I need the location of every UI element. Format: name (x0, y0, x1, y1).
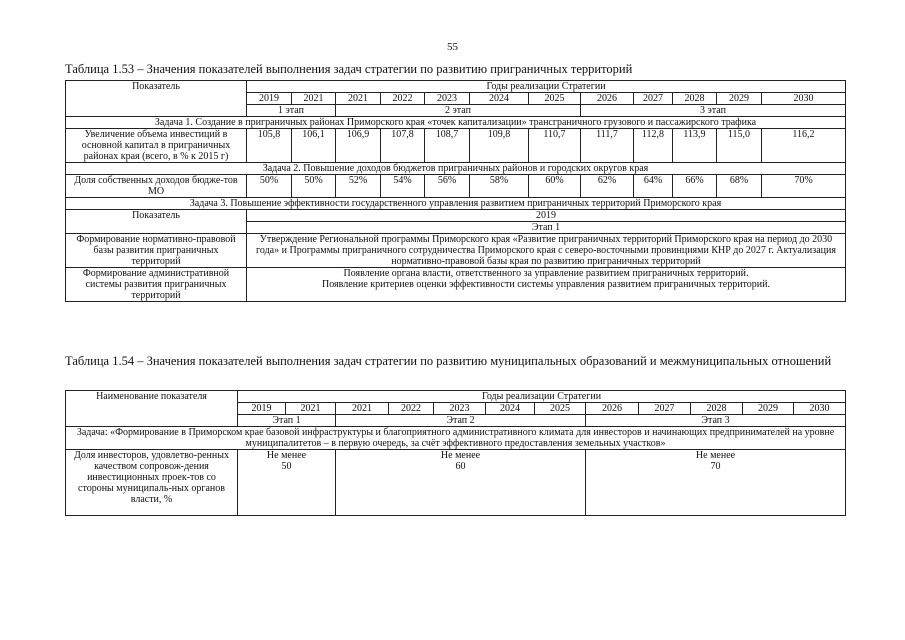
task-row (66, 163, 846, 175)
target-value: 50 (281, 461, 292, 472)
indicator-label: Формирование административной системы развития приграничных территорий (66, 268, 247, 302)
header-row (66, 391, 846, 403)
stage-cell: 1 этап (247, 105, 336, 117)
stage-1-target (238, 450, 336, 516)
year-cell: 2021 (292, 93, 336, 105)
value-cell: 54% (381, 175, 425, 198)
year-cell: 2021 (286, 403, 336, 415)
table-1 (65, 80, 846, 302)
target-text: Не менее (266, 450, 307, 461)
value-cell: 116,2 (762, 129, 846, 163)
page-number: 55 (447, 41, 458, 53)
measures-line: Появление критериев оценки эффективности системы управления развитием приграничных территорий. (322, 279, 770, 290)
sub-stage-cell: Этап 1 (247, 222, 846, 234)
year-cell: 2021 (336, 403, 389, 415)
measures-line: Появление органа власти, ответственного за управление развитием приграничных территорий. (343, 268, 749, 279)
indicator-label: Формирование нормативно-правовой базы развития приграничных территорий (66, 234, 247, 268)
year-cell: 2030 (794, 403, 846, 415)
value-cell: 56% (425, 175, 470, 198)
measures-text: Утверждение Региональной программы Приморского края «Развитие приграничных территорий Приморского края на период до 2030 года» и Программы приграничного сотрудничества Приморского края с северо-восточными провинциями КНР до 2027 г. Актуализация нормативно-правовой базы края по развитию приграничных территорий (247, 234, 846, 268)
year-cell: 2027 (634, 93, 673, 105)
year-cell: 2030 (762, 93, 846, 105)
value-cell: 52% (336, 175, 381, 198)
stage-cell: 2 этап (336, 105, 581, 117)
value-cell: 60% (529, 175, 581, 198)
header-row (66, 81, 846, 93)
value-cell: 112,8 (634, 129, 673, 163)
year-cell: 2028 (691, 403, 743, 415)
indicator-row (66, 175, 846, 198)
table-1-caption: Таблица 1.53 – Значения показателей выполнения задач стратегии по развитию приграничных территорий (65, 62, 633, 76)
value-cell: 68% (717, 175, 762, 198)
year-cell: 2025 (529, 93, 581, 105)
indicator-row (66, 450, 846, 516)
indicator-label: Увеличение объема инвестиций в основной капитал в приграничных районах края (всего, в % к 2015 г) (66, 129, 247, 163)
year-cell: 2026 (586, 403, 639, 415)
value-cell: 107,8 (381, 129, 425, 163)
sub-indicator-header: Показатель (66, 210, 247, 234)
year-cell: 2029 (743, 403, 794, 415)
year-cell: 2029 (717, 93, 762, 105)
target-text: Не менее (440, 450, 481, 461)
stage-cell: Этап 1 (238, 415, 336, 427)
stage-cell: Этап 3 (586, 415, 846, 427)
year-cell: 2025 (535, 403, 586, 415)
value-cell: 50% (292, 175, 336, 198)
task-3-heading: Задача 3. Повышение эффективности государственного управления развитием приграничных территорий Приморского края (66, 198, 846, 210)
year-cell: 2019 (238, 403, 286, 415)
year-cell: 2019 (247, 93, 292, 105)
indicator-row (66, 129, 846, 163)
target-value: 70 (710, 461, 721, 472)
table-2-caption: Таблица 1.54 – Значения показателей выполнения задач стратегии по развитию муниципальных образований и межмуниципальных отношений (65, 354, 832, 368)
value-cell: 115,0 (717, 129, 762, 163)
task-heading: Задача: «Формирование в Приморском крае базовой инфраструктуры и благоприятного административного климата для инвесторов и начинающих предпринимателей на уровне муниципалитетов – в первую очередь, за счёт эффективного предоставления земельных участков» (66, 427, 846, 450)
task-row (66, 427, 846, 450)
header-indicator: Наименование показателя (66, 391, 238, 427)
task-row (66, 198, 846, 210)
value-cell: 106,9 (336, 129, 381, 163)
stage-cell: 3 этап (581, 105, 846, 117)
value-cell: 64% (634, 175, 673, 198)
value-cell: 58% (470, 175, 529, 198)
year-cell: 2021 (336, 93, 381, 105)
value-cell: 70% (762, 175, 846, 198)
year-cell: 2027 (639, 403, 691, 415)
task-2-heading: Задача 2. Повышение доходов бюджетов приграничных районов и городских округов края (66, 163, 846, 175)
indicator-row (66, 234, 846, 268)
year-cell: 2024 (486, 403, 535, 415)
value-cell: 50% (247, 175, 292, 198)
sub-header-row (66, 210, 846, 222)
indicator-label: Доля собственных доходов бюдже-тов МО (66, 175, 247, 198)
value-cell: 66% (673, 175, 717, 198)
stage-cell: Этап 2 (336, 415, 586, 427)
value-cell: 109,8 (470, 129, 529, 163)
value-cell: 113,9 (673, 129, 717, 163)
year-cell: 2022 (381, 93, 425, 105)
value-cell: 111,7 (581, 129, 634, 163)
year-cell: 2026 (581, 93, 634, 105)
value-cell: 108,7 (425, 129, 470, 163)
value-cell: 106,1 (292, 129, 336, 163)
year-cell: 2022 (389, 403, 434, 415)
target-value: 60 (455, 461, 466, 472)
header-indicator: Показатель (66, 81, 247, 117)
year-cell: 2024 (470, 93, 529, 105)
value-cell: 62% (581, 175, 634, 198)
value-cell: 110,7 (529, 129, 581, 163)
year-cell: 2023 (425, 93, 470, 105)
year-cell: 2023 (434, 403, 486, 415)
indicator-row (66, 268, 846, 302)
sub-year-cell: 2019 (247, 210, 846, 222)
header-years: Годы реализации Стратегии (247, 81, 846, 93)
measures-cell (247, 268, 846, 302)
year-cell: 2028 (673, 93, 717, 105)
stage-2-target (336, 450, 586, 516)
task-row (66, 117, 846, 129)
stage-3-target (586, 450, 846, 516)
table-2 (65, 390, 846, 516)
value-cell: 105,8 (247, 129, 292, 163)
target-text: Не менее (695, 450, 736, 461)
indicator-label: Доля инвесторов, удовлетво-ренных качеством сопровож-дения инвестиционных проек-тов со стороны муниципаль-ных органов власти, % (66, 450, 238, 516)
task-1-heading: Задача 1. Создание в приграничных районах Приморского края «точек капитализации» трансграничного грузового и пассажирского трафика (66, 117, 846, 129)
header-years: Годы реализации Стратегии (238, 391, 846, 403)
